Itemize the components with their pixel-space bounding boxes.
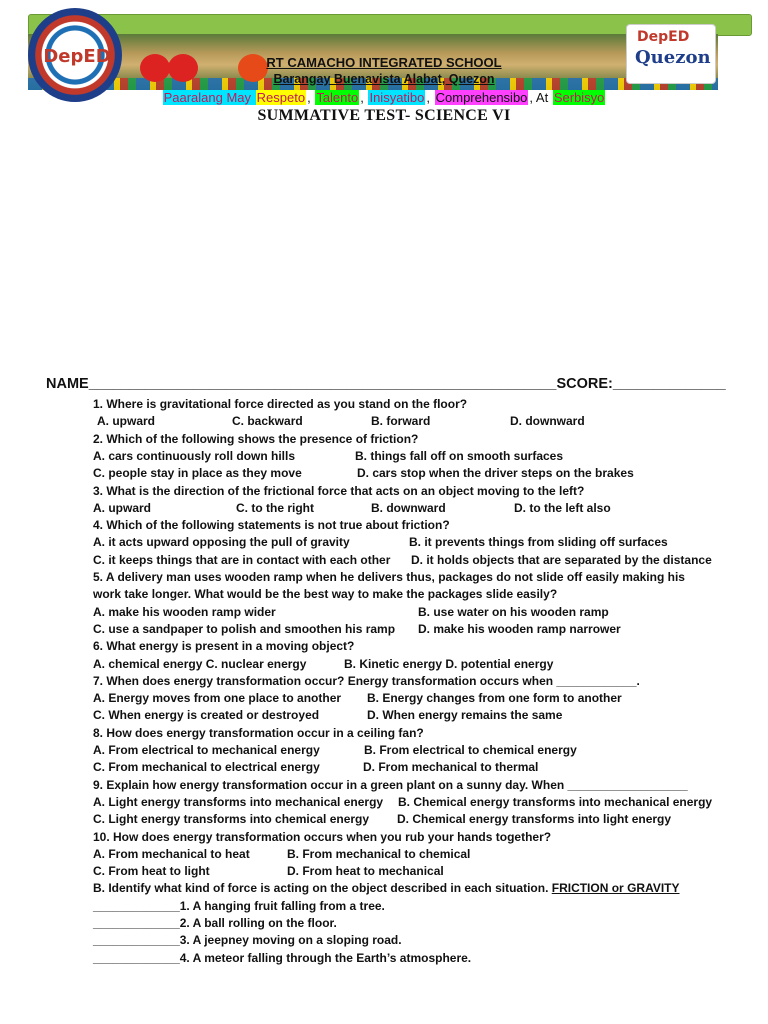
answer-choice: A. From electrical to mechanical energy	[93, 743, 320, 757]
motto-segment: Comprehensibo	[435, 90, 528, 105]
school-address: Barangay Buenavista Alabat, Quezon	[273, 72, 495, 86]
answer-choice: B. use water on his wooden ramp	[418, 605, 609, 619]
deped-quezon-logo-top: DepED	[637, 29, 690, 45]
answer-choice: C. From mechanical to electrical energy	[93, 760, 320, 774]
motto-segment: Serbisyo	[553, 90, 605, 105]
question-text-body: work take longer. What would be the best way to make the packages slide easily?	[93, 587, 558, 601]
name-score-line	[46, 376, 726, 392]
deped-seal-text: DepED	[43, 46, 111, 67]
question-text	[93, 830, 551, 844]
answer-choice: C. From heat to light	[93, 864, 210, 878]
question-text	[93, 899, 385, 913]
answer-choice: A. it acts upward opposing the pull of gravity	[93, 535, 350, 549]
question-text-body: 7. When does energy transformation occur? Energy transformation occurs when ____________.	[93, 674, 640, 688]
motto-segment: Talento	[316, 90, 359, 105]
answer-choice: B. Chemical energy transforms into mechanical energy	[398, 795, 713, 809]
question-text	[93, 484, 584, 498]
school-name: RT CAMACHO INTEGRATED SCHOOL	[266, 55, 502, 70]
question-text-body: _____________4. A meteor falling through the Earth’s atmosphere.	[93, 951, 472, 965]
answer-choice: C. backward	[232, 414, 303, 428]
question-text-body: _____________1. A hanging fruit falling from a tree.	[93, 899, 385, 913]
question-text-body: 8. How does energy transformation occur in a ceiling fan?	[93, 726, 424, 740]
motto-segment: ,	[426, 90, 434, 105]
motto-segment: ,	[360, 90, 368, 105]
question-text-body: _____________2. A ball rolling on the floor.	[93, 916, 337, 930]
motto-segment: , At	[529, 90, 552, 105]
question-text	[93, 587, 557, 601]
answer-choice: D. make his wooden ramp narrower	[418, 622, 621, 636]
answer-choice: D. to the left also	[514, 501, 611, 515]
answer-choice: B. Kinetic energy D. potential energy	[344, 657, 554, 671]
question-text-body: 5. A delivery man uses wooden ramp when he delivers thus, packages do not slide off easily making his	[93, 570, 685, 584]
answer-choice: C. Light energy transforms into chemical energy	[93, 812, 370, 826]
answer-choice: D. When energy remains the same	[367, 708, 563, 722]
question-text	[93, 639, 354, 653]
question-text-body: 2. Which of the following shows the presence of friction?	[93, 432, 419, 446]
question-text-body: 9. Explain how energy transformation occur in a green plant on a sunny day. When __________________	[93, 778, 688, 792]
question-text	[93, 432, 418, 446]
question-text	[93, 916, 337, 930]
score-label: SCORE	[556, 376, 609, 392]
answer-choice: C. it keeps things that are in contact with each other	[93, 553, 391, 567]
question-text	[93, 397, 467, 411]
motto-segment: ,	[307, 90, 315, 105]
answer-choice: B. Energy changes from one form to another	[367, 691, 622, 705]
question-text	[93, 726, 424, 740]
answer-choice: B. From electrical to chemical energy	[364, 743, 577, 757]
answer-choice: C. people stay in place as they move	[93, 466, 302, 480]
answer-choice: A. upward	[97, 414, 156, 428]
question-text-body: _____________3. A jeepney moving on a sloping road.	[93, 933, 402, 947]
answer-choice: A. Light energy transforms into mechanical energy	[93, 795, 384, 809]
score-blank: :______________	[608, 376, 726, 392]
question-text	[93, 518, 450, 532]
question-text	[93, 881, 680, 895]
deped-quezon-logo-bottom: Quezon	[635, 47, 711, 68]
school-motto	[0, 90, 768, 105]
answer-choice: C. When energy is created or destroyed	[93, 708, 320, 722]
answer-choice: A. chemical energy C. nuclear energy	[93, 657, 307, 671]
answer-choice: A. From mechanical to heat	[93, 847, 250, 861]
answer-options-underlined: FRICTION or GRAVITY	[551, 881, 680, 895]
answer-choice: C. to the right	[236, 501, 314, 515]
motto-segment: Inisyatibo	[369, 90, 425, 105]
answer-choice: B. things fall off on smooth surfaces	[355, 449, 564, 463]
question-text	[93, 951, 471, 965]
answer-choice: B. it prevents things from sliding off surfaces	[409, 535, 668, 549]
answer-choice: D. Chemical energy transforms into light energy	[397, 812, 672, 826]
question-text	[93, 778, 688, 792]
name-label: NAME	[46, 376, 89, 392]
answer-choice: C. use a sandpaper to polish and smoothen his ramp	[93, 622, 396, 636]
question-text-body: 10. How does energy transformation occurs when you rub your hands together?	[93, 830, 552, 844]
motto-segment: Paaralang May	[163, 90, 255, 105]
question-text	[93, 674, 640, 688]
answer-choice: A. upward	[93, 501, 152, 515]
page-title: SUMMATIVE TEST- SCIENCE VI	[257, 107, 511, 124]
answer-choice: A. cars continuously roll down hills	[93, 449, 296, 463]
answer-choice: D. cars stop when the driver steps on the brakes	[357, 466, 634, 480]
question-text-body: 3. What is the direction of the frictional force that acts on an object moving to the left?	[93, 484, 585, 498]
question-text	[93, 933, 402, 947]
answer-choice: D. downward	[510, 414, 585, 428]
answer-choice: A. Energy moves from one place to another	[93, 691, 342, 705]
question-text-body: B. Identify what kind of force is acting on the object described in each situation.	[93, 881, 552, 895]
question-text	[93, 570, 685, 584]
question-text-body: 4. Which of the following statements is not true about friction?	[93, 518, 450, 532]
answer-choice: B. From mechanical to chemical	[287, 847, 471, 861]
name-blank: __________________________________________________________	[88, 376, 557, 392]
answer-choice: D. From mechanical to thermal	[363, 760, 539, 774]
answer-choice: B. forward	[371, 414, 431, 428]
answer-choice: D. it holds objects that are separated by the distance	[411, 553, 712, 567]
answer-choice: A. make his wooden ramp wider	[93, 605, 276, 619]
question-text-body: 6. What energy is present in a moving object?	[93, 639, 355, 653]
motto-segment: Respeto	[256, 90, 306, 105]
answer-choice: D. From heat to mechanical	[287, 864, 444, 878]
answer-choice: B. downward	[371, 501, 446, 515]
question-text-body: 1. Where is gravitational force directed as you stand on the floor?	[93, 397, 468, 411]
